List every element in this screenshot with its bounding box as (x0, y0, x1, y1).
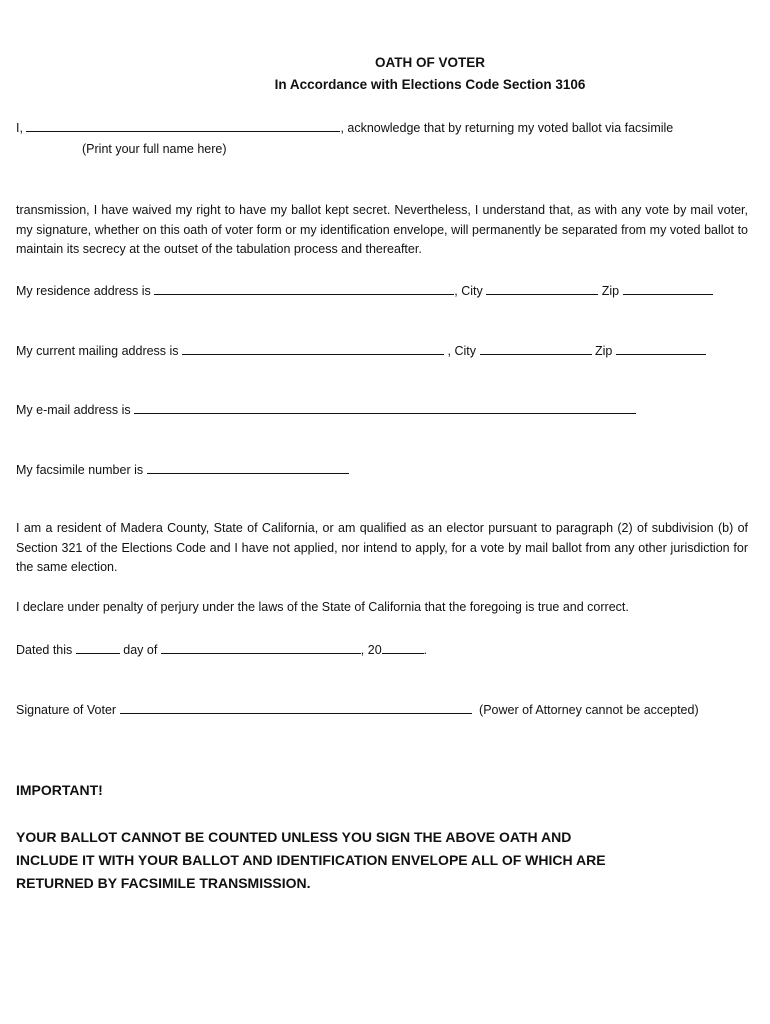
year-field[interactable] (382, 641, 424, 654)
name-line (16, 119, 673, 135)
mailing-line (16, 342, 706, 358)
mailing-zip-field[interactable] (616, 342, 706, 355)
important-line: YOUR BALLOT CANNOT BE COUNTED UNLESS YOU SIGN THE ABOVE OATH AND (16, 829, 572, 845)
dated-end: . (423, 643, 428, 657)
name-prefix: I, (16, 121, 23, 135)
residence-address-field[interactable] (154, 282, 454, 295)
signature-label: Signature of Voter (16, 703, 117, 717)
form-subtitle: In Accordance with Elections Code Section 3106 (274, 77, 586, 92)
signature-field[interactable] (120, 701, 472, 714)
residence-city-field[interactable] (486, 282, 598, 295)
month-field[interactable] (161, 641, 361, 654)
residency-paragraph: I am a resident of Madera County, State of California, or am qualified as an elector pursuant to paragraph (2) of subdivision (b) of Section 321 of the Elections Code and I have not applied, nor intend to apply, for a vote by mail ballot from any other jurisdiction for the same election. (16, 521, 748, 574)
name-hint: (Print your full name here) (82, 142, 227, 156)
email-label: My e-mail address is (16, 403, 131, 417)
residence-city-label: , City (454, 284, 483, 298)
full-name-field[interactable] (26, 119, 340, 132)
residence-zip-label: Zip (601, 284, 620, 298)
mailing-city-field[interactable] (480, 342, 592, 355)
important-line: INCLUDE IT WITH YOUR BALLOT AND IDENTIFICATION ENVELOPE ALL OF WHICH ARE (16, 852, 606, 868)
dated-line (16, 641, 427, 657)
name-suffix: , acknowledge that by returning my voted ballot via facsimile (340, 121, 674, 135)
perjury-declaration: I declare under penalty of perjury under the laws of the State of California that the foregoing is true and correct. (16, 600, 629, 614)
email-field[interactable] (134, 401, 636, 414)
mailing-label: My current mailing address is (16, 344, 179, 358)
residence-label: My residence address is (16, 284, 151, 298)
residence-line (16, 282, 713, 298)
important-heading: IMPORTANT! (16, 782, 103, 798)
mailing-address-field[interactable] (182, 342, 444, 355)
day-of-label: day of (123, 643, 158, 657)
year-prefix: , 20 (360, 643, 382, 657)
mailing-zip-label: Zip (594, 344, 613, 358)
fax-field[interactable] (147, 461, 349, 474)
signature-line (16, 701, 699, 717)
power-of-attorney-note: (Power of Attorney cannot be accepted) (479, 703, 699, 717)
mailing-city-label: , City (447, 344, 477, 358)
fax-label: My facsimile number is (16, 463, 144, 477)
waiver-paragraph: transmission, I have waived my right to have my ballot kept secret. Nevertheless, I understand that, as with any vote by mail voter, my signature, whether on this oath of voter form or my identification envelope, will permanently be separated from my voted ballot to maintain its secrecy at the outset of the tabulation process and thereafter. (16, 203, 748, 256)
email-line (16, 401, 636, 417)
form-title: OATH OF VOTER (375, 55, 485, 70)
fax-line (16, 461, 349, 477)
day-field[interactable] (76, 641, 120, 654)
important-line: RETURNED BY FACSIMILE TRANSMISSION. (16, 875, 311, 891)
dated-prefix: Dated this (16, 643, 73, 657)
residence-zip-field[interactable] (623, 282, 713, 295)
